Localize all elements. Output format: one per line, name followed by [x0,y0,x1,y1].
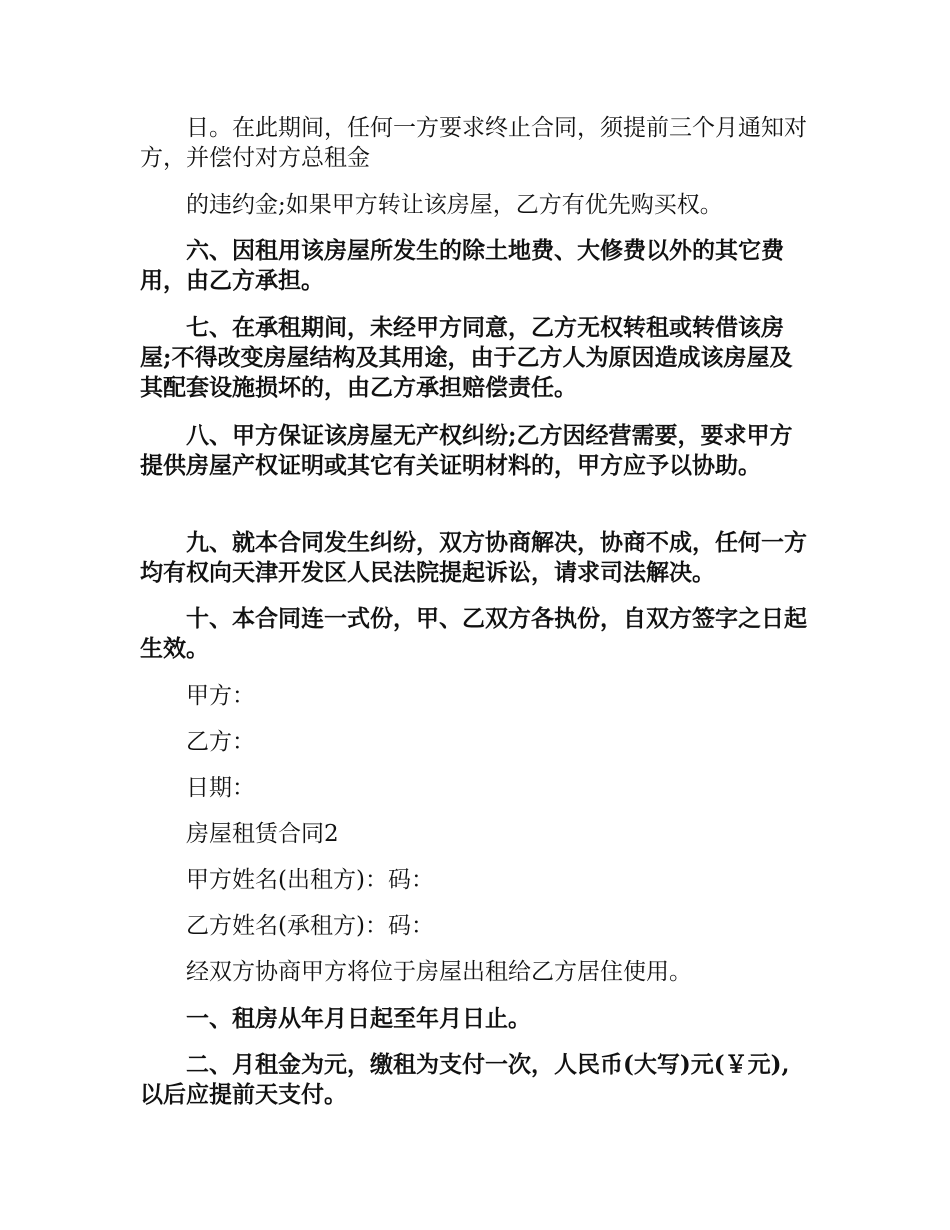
clause-two-rent: 二、月租金为元，缴租为支付一次，人民币(大写)元(￥元),以后应提前天支付。 [140,1051,790,1108]
party-a-signature-line: 甲方： [186,683,255,709]
clause-one-term: 一、租房从年月日起至年月日止。 [186,1005,531,1032]
clause-six: 六、因租用该房屋所发生的除土地费、大修费以外的其它费用，由乙方承担。 [140,237,784,294]
party-a-name-line: 甲方姓名(出租方)：码： [186,867,434,893]
clause-ten: 十、本合同连一式份，甲、乙双方各执份，自双方签字之日起生效。 [140,605,807,662]
date-line: 日期： [186,775,255,801]
clause-eight: 八、甲方保证该房屋无产权纠纷;乙方因经营需要，要求甲方提供房屋产权证明或其它有关证明材料的，甲方应予以协助。 [140,422,793,479]
paragraph-termination-notice: 日。在此期间，任何一方要求终止合同，须提前三个月通知对方，并偿付对方总租金 [140,115,807,171]
clause-seven: 七、在承租期间，未经甲方同意，乙方无权转租或转借该房屋;不得改变房屋结构及其用途，由于乙方人为原因造成该房屋及其配套设施损坏的，由乙方承担赔偿责任。 [140,314,793,401]
party-b-name-line: 乙方姓名(承租方)：码： [186,913,434,939]
contract-2-title: 房屋租赁合同2 [186,821,339,847]
paragraph-penalty-priority: 的违约金;如果甲方转让该房屋，乙方有优先购买权。 [186,192,723,218]
party-b-signature-line: 乙方： [186,729,255,755]
agreement-intro: 经双方协商甲方将位于房屋出租给乙方居住使用。 [186,959,692,985]
clause-nine: 九、就本合同发生纠纷，双方协商解决，协商不成，任何一方均有权向天津开发区人民法院提起诉讼，请求司法解决。 [140,529,807,586]
